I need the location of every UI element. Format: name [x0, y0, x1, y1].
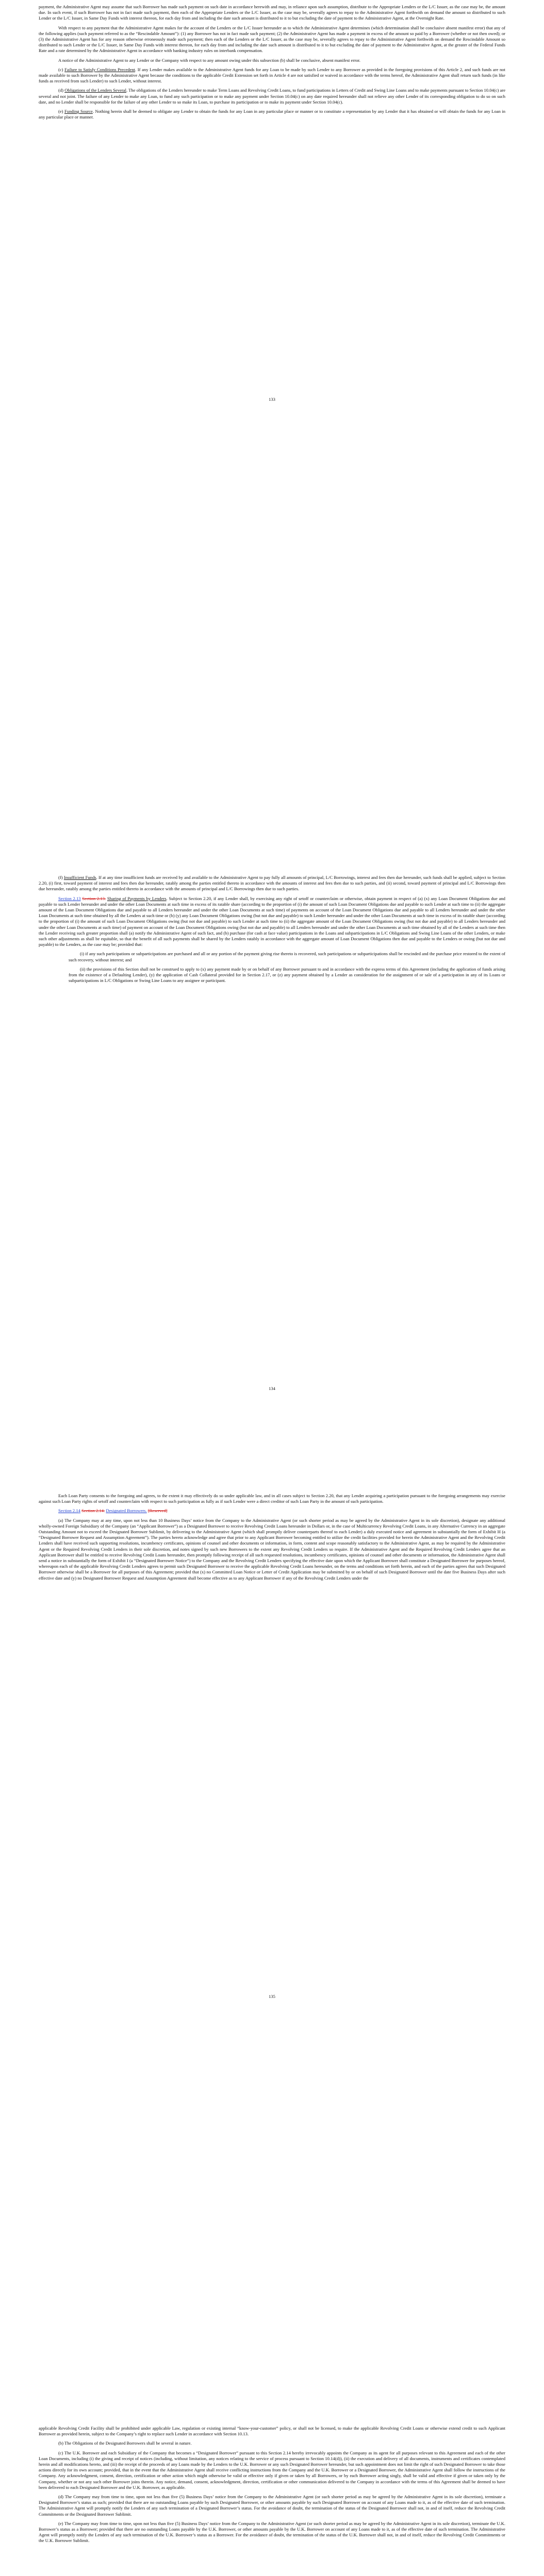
page-134	[0, 871, 544, 1396]
clause-c-text: . If any Lender makes available to the Administrative Agent funds for any Loan to be made by such Lender to any Borrower as provided in the foregoing provisions of this Article 2, and such funds are not made available to such Borrower by the Administrative Agent because the conditions to the applicable Credit Extension set forth in Article 4 are not satisfied or waived in accordance with the terms hereof, the Administrative Agent shall return such funds (in like funds as received from such Lender) to such Lender, without interest.	[39, 66, 505, 84]
section-2-14-title: Designated Borrowers	[106, 1508, 146, 1514]
clause-c: (c) Failure to Satisfy Conditions Precedent. If any Lender makes available to the Administrative Agent funds for any Loan to be made by such Lender to any Borrower as provided in the foregoing provisions of this Article 2, and such funds are not made available to such Borrower by the Administrative Agent because the conditions to the applicable Credit Extension set forth in Article 4 are not satisfied or waived in accordance with the terms hereof, the Administrative Agent shall return such funds (in like funds as received from such Lender) to such Lender, without interest.	[39, 66, 505, 84]
page-number: 133	[269, 397, 275, 402]
paragraph-continuation: applicable Revolving Credit Facility shall be prohibited under applicable Law, regulation or existing internal “know-your-customer” policy, or shall not be licensed, to make the applicable Revolving Credit Loans or otherwise extend credit to such Applicant Borrower as provided herein, subject to the Company’s right to replace such Lender in accordance with Section 10.13.	[39, 2426, 505, 2437]
section-2-14-deleted: Section 2.14.	[81, 1508, 105, 1514]
clause-c-heading: Failure to Satisfy Conditions Precedent	[64, 66, 136, 72]
clause-f: (f) Insufficient Funds. If at any time insufficient funds are received by and available to the Administrative Agent to pay fully all amounts of principal, L/C Borrowings, interest and fees then due hereunder, such funds shall be applied, subject to Section 2.20, (i) first, toward payment of interest and fees then due hereunder, ratably among the parties entitled thereto in accordance with the amounts of interest and fees then due to such parties, and (ii) second, toward payment of principal and L/C Borrowings then due hereunder, ratably among the parties entitled thereto in accordance with the amounts of principal and L/C Borrowings then due to such parties.	[39, 875, 506, 892]
section-2-13-title: Sharing of Payments by Lenders	[107, 895, 167, 901]
paragraph-notice-conclusive: A notice of the Administrative Agent to any Lender or the Company with respect to any amount owing under this subsection (b) shall be conclusive, absent manifest error.	[58, 57, 360, 63]
paragraph-payment-assumption: payment, the Administrative Agent may assume that such Borrower has made such payment on such date in accordance herewith and may, in reliance upon such assumption, distribute to the Appropriate Lenders or the L/C Issuer, as the case may be, the amount due. In such event, if such Borrower has not in fact made such payment, then each of the Appropriate Lenders or the L/C Issuer, as the case may be, severally agrees to repay to the Administrative Agent forthwith on demand the amount so distributed to such Lender or the L/C Issuer, in Same Day Funds with interest thereon, for each day from and including the date such amount is distributed to it to but excluding the date of payment to the Administrative Agent, at the Overnight Rate.	[39, 4, 505, 21]
paragraph-rescindable-amount: With respect to any payment that the Administrative Agent makes for the account of the Lenders or the L/C Issuer hereunder as to which the Administrative Agent determines (which determination shall be conclusive absent manifest error) that any of the following applies (such payment referred to as the “Rescindable Amount”): (1) any Borrower has not in fact made such payment; (2) the Administrative Agent has made a payment in excess of the amount so paid by a Borrower (whether or not then owed); or (3) the Administrative Agent has for any reason otherwise erroneously made such payment; then each of the Lenders or the L/C Issuer, as the case may be, severally agrees to repay to the Administrative Agent forthwith on demand the Rescindable Amount so distributed to such Lender or the L/C Issuer, in Same Day Funds with interest thereon, for each day from and including the date such amount is distributed to it to but excluding the date of payment to the Administrative Agent, at the greater of the Federal Funds Rate and a rate determined by the Administrative Agent in accordance with banking industry rules on interbank compensation.	[39, 25, 505, 54]
clause-d-heading: Obligations of the Lenders Several	[64, 88, 127, 93]
section-2-14-ref[interactable]: Section 2.14	[58, 1508, 80, 1514]
clause-e: (e) Funding Source. Nothing herein shall be deemed to obligate any Lender to obtain the funds for any Loan in any particular place or manner or to constitute a representation by any Lender that it has obtained or will obtain the funds for any Loan in any particular place or manner.	[39, 109, 505, 120]
clause-c-company-agent: (c) The U.K. Borrower and each Subsidiary of the Company that becomes a “Designated Borrower” pursuant to this Section 2.14 hereby irrevocably appoints the Company as its agent for all purposes relevant to this Agreement and each of the other Loan Documents, including (i) the giving and receipt of notices (including, without limitation, any notices relating to the service of process pursuant to Section 10.14(d)), (ii) the execution and delivery of all documents, instruments and certificates contemplated herein and all modifications hereto, and (iii) the receipt of the proceeds of any Loans made by the Lenders to the U.K. Borrower or any such Designated Borrower hereunder, but such appointment does not limit the right of such Designated Borrower to take those actions directly for its own account; provided, that in the event that the Administrative Agent shall receive conflicting instructions from the Company and the U.K. Borrower or a Designated Borrower, the Administrative Agent shall follow the instructions of the Company. Any acknowledgment, consent, direction, certification or other action which might otherwise be valid or effective only if given or taken by all Borrowers, or by each Borrower acting singly, shall be valid and effective if given or taken only by the Company, whether or not any such other Borrower joins therein. Any notice, demand, consent, acknowledgment, direction, certification or other communication delivered to the Company in accordance with the terms of this Agreement shall be deemed to have been delivered to each Designated Borrower and the U.K. Borrower, as applicable.	[39, 2450, 505, 2490]
page-133	[0, 0, 544, 407]
paragraph-loan-party-consent: Each Loan Party consents to the foregoing and agrees, to the extent it may effectively do so under applicable law, and in all cases subject to Section 2.20, that any Lender acquiring a participation pursuant to the foregoing arrangements may exercise against such Loan Party rights of setoff and counterclaim with respect to such participation as fully as if such Lender were a direct creditor of such Loan Party in the amount of such participation.	[39, 1493, 505, 1504]
sub-clause-i: (i) if any such participations or subparticipations are purchased and all or any portion of the payment giving rise thereto is recovered, such participations or subparticipations shall be rescinded and the purchase price restored to the extent of such recovery, without interest; and	[69, 951, 505, 962]
page-133-body	[39, 4, 505, 124]
page-135	[0, 1489, 544, 2004]
page-136	[0, 2421, 544, 2576]
section-2-13	[39, 896, 505, 948]
section-2-13-deleted: Section 2.13.	[82, 895, 106, 901]
clause-e-heading: Funding Source	[64, 109, 93, 114]
clause-e-text: . Nothing herein shall be deemed to obligate any Lender to obtain the funds for any Loan in any particular place or manner or to constitute a representation by any Lender that it has obtained or will obtain the funds for any Loan in any particular place or manner.	[39, 109, 505, 120]
clause-d-text: . The obligations of the Lenders hereunder to make Term Loans and Revolving Credit Loans, to fund participations in Letters of Credit and Swing Line Loans and to make payments pursuant to Section 10.04(c) are several and not joint. The failure of any Lender to make any Loan, to fund any such participation or to make any payment under Section 10.04(c) on any date required hereunder shall not relieve any other Lender of its corresponding obligation to do so on such date, and no Lender shall be responsible for the failure of any other Lender to so make its Loan, to purchase its participation or to make its payment under Section 10.04(c).	[39, 88, 506, 105]
clause-f-text: . If at any time insufficient funds are received by and available to the Administrative Agent to pay fully all amounts of principal, L/C Borrowings, interest and fees then due hereunder, such funds shall be applied, subject to Section 2.20, (i) first, toward payment of interest and fees then due hereunder, ratably among the parties entitled thereto in accordance with the amounts of interest and fees then due to such parties, and (ii) second, toward payment of principal and L/C Borrowings then due hereunder, ratably among the parties entitled thereto in accordance with the amounts of principal and L/C Borrowings then due to such parties.	[39, 875, 506, 892]
section-2-14-title-deleted: [Reserved]	[147, 1508, 168, 1514]
page-number: 135	[269, 1994, 275, 1999]
clause-d: (d) Obligations of the Lenders Several. The obligations of the Lenders hereunder to make Term Loans and Revolving Credit Loans, to fund participations in Letters of Credit and Swing Line Loans and to make payments pursuant to Section 10.04(c) are several and not joint. The failure of any Lender to make any Loan, to fund any such participation or to make any payment under Section 10.04(c) on any date required hereunder shall not relieve any other Lender of its corresponding obligation to do so on such date, and no Lender shall be responsible for the failure of any other Lender to so make its Loan, to purchase its participation or to make its payment under Section 10.04(c).	[39, 88, 506, 105]
page-136-body	[39, 2426, 505, 2548]
clause-d-terminate-designated: (d) The Company may from time to time, upon not less than five (5) Business Days’ notice from the Company to the Administrative Agent (or such shorter period as may be agreed by the Administrative Agent in its sole discretion), terminate a Designated Borrower’s status as such; provided that there are no outstanding Loans payable by such Designated Borrower, or other amounts payable by such Designated Borrower on account of any Loans made to it, as of the effective date of such termination. The Administrative Agent will promptly notify the Lenders of any such termination of a Designated Borrower’s status. For the avoidance of doubt, the termination of the status of the Designated Borrower shall not, in and of itself, reduce the Revolving Credit Commitments or the Designated Borrower Sublimit.	[39, 2494, 505, 2517]
page-number: 134	[269, 1386, 275, 1391]
sub-clause-ii: (ii) the provisions of this Section shall not be construed to apply to (x) any payment made by or on behalf of any Borrower pursuant to and in accordance with the express terms of this Agreement (including the application of funds arising from the existence of a Defaulting Lender), (y) the application of Cash Collateral provided for in Section 2.17, or (z) any payment obtained by a Lender as consideration for the assignment of or sale of a participation in any of its Loans or subparticipations in L/C Obligations or Swing Line Loans to any assignee or participant.	[69, 966, 505, 984]
clause-f-heading: Insufficient Funds	[63, 875, 96, 880]
section-2-13-ref[interactable]: Section 2.13	[58, 895, 81, 901]
clause-b-several-obligations: (b) The Obligations of the Designated Borrowers shall be several in nature.	[58, 2441, 192, 2446]
clause-a-designated-borrowers: (a) The Company may at any time, upon not less than 10 Business Days’ notice from the Company to the Administrative Agent (or such shorter period as may be agreed by the Administrative Agent in its sole discretion), designate any additional wholly-owned Foreign Subsidiary of the Company (an “Applicant Borrower”) as a Designated Borrower to receive Revolving Credit Loans hereunder in Dollars or, in the case of Multicurrency Revolving Credit Loans, in any Alternative Currency in an aggregate Outstanding Amount not to exceed the Designated Borrower Sublimit, by delivering to the Administrative Agent (which shall promptly deliver counterparts thereof to each Lender) a duly executed notice and agreement in substantially the form of Exhibit H (a “Designated Borrower Request and Assumption Agreement”). The parties hereto acknowledge and agree that prior to any Applicant Borrower becoming entitled to utilize the credit facilities provided for herein the Administrative Agent and the Revolving Credit Lenders shall have received such supporting resolutions, incumbency certificates, opinions of counsel and other documents or information, in form, content and scope reasonably satisfactory to the Administrative Agent, as may be required by the Administrative Agent or the Required Revolving Credit Lenders in their sole discretion, and notes signed by such new Borrowers to the extent any Revolving Credit Lenders so require. If the Administrative Agent and the Required Revolving Credit Lenders agree that an Applicant Borrower shall be entitled to receive Revolving Credit Loans hereunder, then promptly following receipt of all such requested resolutions, incumbency certificates, opinions of counsel and other documents or information, the Administrative Agent shall send a notice in substantially the form of Exhibit I (a “Designated Borrower Notice”) to the Company and the Revolving Credit Lenders specifying the effective date upon which the Applicant Borrower shall constitute a Designated Borrower for purposes hereof, whereupon each of the applicable Revolving Credit Lenders agrees to permit such Designated Borrower to receive the applicable Revolving Credit Loans hereunder, on the terms and conditions set forth herein, and each of the parties agrees that such Designated Borrower otherwise shall be a Borrower for all purposes of this Agreement; provided that (x) no Committed Loan Notice or Letter of Credit Application may be submitted by or on behalf of such Designated Borrower until the date five Business Days after such effective date and (y) no Designated Borrower Request and Assumption Agreement shall become effective as to any Applicant Borrower if any of the Revolving Credit Lenders under the	[39, 1517, 505, 1581]
page-134-body	[39, 875, 505, 987]
section-2-13-text: . Subject to Section 2.20, if any Lender shall, by exercising any right of setoff or counterclaim or otherwise, obtain payment in respect of (a) (x) any Loan Document Obligations due and payable to such Lender hereunder and under the other Loan Documents at such time in excess of its ratable share (according to the proportion of (i) the amount of such Loan Document Obligations due and payable to such Lender at such time to (ii) the aggregate amount of the Loan Document Obligations due and payable to all Lenders hereunder and under the other Loan Documents at such time) of payments on account of the Loan Document Obligations due and payable to all Lenders hereunder and under the other Loan Documents at such time obtained by all the Lenders at such time or (b) (y) any Loan Document Obligations owing (but not due and payable) to such Lender hereunder and under the other Loan Documents at such time in excess of its ratable share (according to the proportion of (i) the amount of such Loan Document Obligations owing (but not due and payable) to such Lender at such time to (ii) the aggregate amount of the Loan Document Obligations owing (but not due and payable) to all Lenders hereunder and under the other Loan Documents at such time) of payment on account of the Loan Document Obligations owing (but not due and payable) to all Lenders hereunder and under the other Loan Documents at such time obtained by all of the Lenders at such time then the Lender receiving such greater proportion shall (a) notify the Administrative Agent of such fact, and (b) purchase (for cash at face value) participations in the Loans and subparticipations in L/C Obligations and Swing Line Loans of the other Lenders, or make such other adjustments as shall be equitable, so that the benefit of all such payments shall be shared by the Lenders ratably in accordance with the aggregate amount of Loan Document Obligations then due and payable to the Lenders or owing (but not due and payable) to the Lenders, as the case may be; provided that:	[39, 895, 505, 947]
section-2-14-heading: Section 2.14 Section 2.14. Designated Borrowers. [Reserved]	[58, 1508, 168, 1514]
clause-e-terminate-uk: (e) The Company may from time to time, upon not less than five (5) Business Days’ notice from the Company to the Administrative Agent (or such shorter period as may be agreed by the Administrative Agent in its sole discretion), terminate the U.K. Borrower’s status as a Borrower; provided that there are no outstanding Loans payable by the U.K. Borrower, or other amounts payable by the U.K. Borrower on account of any Loans made to it, as of the effective date of such termination. The Administrative Agent will promptly notify the Lenders of any such termination of the U.K. Borrower’s status as a Borrower. For the avoidance of doubt, the termination of the status of the U.K. Borrower shall not, in and of itself, reduce the Revolving Credit Commitments or the U.K. Borrower Sublimit.	[39, 2520, 505, 2544]
page-135-body	[39, 1493, 505, 1585]
